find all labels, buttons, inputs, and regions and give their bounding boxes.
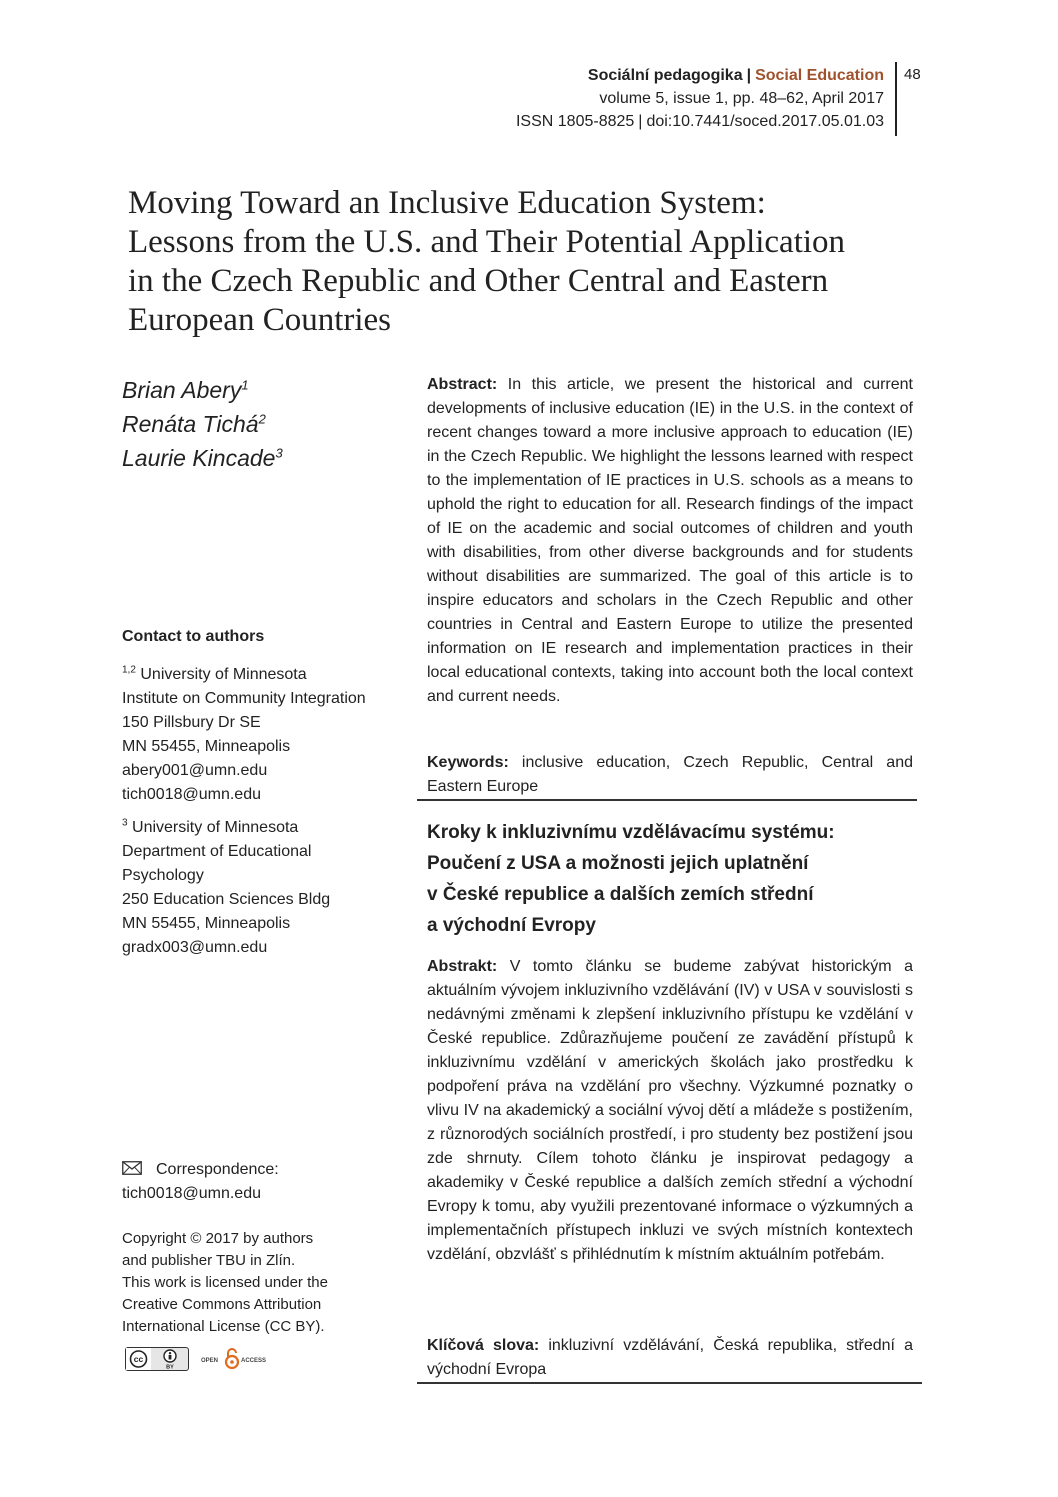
author [122, 373, 283, 407]
by-badge-text: BY [166, 1364, 174, 1370]
affiliation-mark: 1,2 [122, 664, 136, 676]
keywords-text: inclusive education, Czech Republic, Central and Eastern Europe [427, 754, 914, 795]
title-line: in the Czech Republic and Other Central and Eastern [128, 263, 829, 299]
correspondence [122, 1158, 412, 1206]
journal-name [588, 67, 884, 84]
journal-name-cz: Sociální pedagogika [587, 67, 743, 84]
author [122, 407, 283, 441]
contact-heading: Contact to authors [122, 628, 265, 645]
journal-name-en: Social Education [755, 67, 884, 84]
copyright-line: International License (CC BY). [122, 1318, 325, 1335]
open-access-lock-icon [226, 1349, 238, 1368]
keywords-en [427, 751, 913, 799]
author [122, 441, 283, 475]
journal-header [516, 64, 884, 133]
correspondence-email: tich0018@umn.edu [122, 1185, 261, 1202]
issn-doi-line [516, 110, 884, 133]
affiliation-university: University of Minnesota [132, 819, 299, 836]
keywords-cz-label: Klíčová slova: [427, 1337, 540, 1354]
access-label: ACCESS [241, 1358, 267, 1364]
doi: doi:10.7441/soced.2017.05.01.03 [646, 113, 884, 130]
title-line: Lessons from the U.S. and Their Potential Application [128, 224, 846, 260]
copyright-line: and publisher TBU in Zlín. [122, 1252, 296, 1269]
email: abery001@umn.edu [122, 762, 268, 779]
journal-separator: | [746, 67, 752, 84]
open-access-badge [201, 1347, 273, 1371]
author-name: Brian Abery [122, 377, 242, 403]
affiliation-line: Psychology [122, 867, 204, 884]
affiliation-line: MN 55455, Minneapolis [122, 915, 291, 932]
author-affiliation-mark: 1 [241, 377, 249, 393]
affiliation-1 [122, 663, 412, 807]
title-cz-line: v České republice a dalších zemích střední [427, 884, 814, 905]
cc-badge-text: cc [133, 1354, 144, 1365]
affiliation-university: University of Minnesota [140, 666, 307, 683]
open-label: OPEN [201, 1358, 219, 1364]
author-list [122, 373, 283, 475]
affiliation-line: MN 55455, Minneapolis [122, 738, 291, 755]
author-affiliation-mark: 3 [275, 445, 283, 461]
abstract-text: In this article, we present the historical and current developments of inclusive education (IE) in the U.S. in the context of recent changes toward a more inclusive approach to education (IE) in the Czech Republic. We highlight the lessons learned with respect to the implementation of IE practices in U.S. schools as a means to uphold the right to education for all. Research findings of the impact of IE on the academic and social outcomes of children and youth with disabilities, from other diverse backgrounds and for students without disabilities are summarized. The goal of this article is to inspire educators and scholars in the Czech Republic and other countries in Central and Eastern Europe to utilize the presented information on IE research and implementation practices in their local educational contexts, taking into account both the local context and current needs. [427, 376, 913, 705]
keywords-cz-text: inkluzivní vzdělávání, Česká republika, střední a východní Evropa [427, 1337, 913, 1378]
volume-line: volume 5, issue 1, pp. 48–62, April 2017 [599, 90, 884, 107]
affiliation-mark: 3 [122, 817, 128, 829]
title-cz-line: Poučení z USA a možnosti jejich uplatnění [427, 853, 809, 874]
author-name: Renáta Tichá [122, 411, 259, 437]
abstract-label: Abstract: [427, 376, 498, 393]
copyright-notice [122, 1228, 412, 1338]
envelope-icon [122, 1159, 142, 1173]
title-line: Moving Toward an Inclusive Education System: [128, 185, 766, 221]
title-cz-line: Kroky k inkluzivnímu vzdělávacímu systému: [427, 822, 835, 843]
section-divider [417, 799, 917, 801]
abstract-en [427, 373, 913, 709]
affiliation-line: Department of Educational [122, 843, 312, 860]
copyright-line: This work is licensed under the [122, 1274, 328, 1291]
copyright-line: Creative Commons Attribution [122, 1296, 322, 1313]
affiliation-2 [122, 816, 412, 960]
issn-separator: | [638, 113, 643, 130]
correspondence-label: Correspondence: [156, 1161, 279, 1178]
section-divider-bottom [417, 1382, 922, 1384]
email: gradx003@umn.edu [122, 939, 268, 956]
article-title-cz [427, 817, 913, 941]
journal-name-line [516, 64, 884, 87]
affiliation-line: 250 Education Sciences Bldg [122, 891, 331, 908]
email: tich0018@umn.edu [122, 786, 261, 803]
keywords-label: Keywords: [427, 754, 509, 771]
author-affiliation-mark: 2 [258, 411, 266, 427]
keywords-cz [427, 1334, 913, 1382]
abstract-cz-text: V tomto článku se budeme zabývat historickým a aktuálním vývojem inkluzivního vzdělávání (IV) v USA v souvislosti s nedávnými změnami k zlepšení inkluzivního přístupu ke vzdělání v České republice. Zdůrazňujeme poučení ze zavádění přístupů k inkluzivnímu vzdělání v amerických školách jako prostředku k podpoření práva na vzdělání pro všechny. Výzkumné poznatky o vlivu IV na akademický a sociální vývoj dětí a mládeže s postižením, z různorodých sociálních prostředí, i pro studenty bez postižení jsou zde shrnuty. Cílem tohoto článku je inspirovat pedagogy a akademiky v České republice a dalších zemích střední a východní Evropy k tomu, aby využili prezentované informace o výzkumných a implementačních přístupech inkluzi ve svých místních kontextech vzdělání, obzvlášť s přihlédnutím k místním aktuálním potřebám. [427, 958, 913, 1263]
abstract-cz-label: Abstrakt: [427, 958, 498, 975]
page-number: 48 [904, 66, 921, 83]
title-line: European Countries [128, 302, 392, 338]
article-title [128, 184, 918, 340]
affiliation-line: 150 Pillsbury Dr SE [122, 714, 261, 731]
correspondence-line [122, 1158, 412, 1182]
affiliation-line [122, 663, 412, 687]
cc-by-badge [125, 1347, 189, 1371]
copyright-line: Copyright © 2017 by authors [122, 1230, 314, 1247]
author-name: Laurie Kincade [122, 445, 276, 471]
abstract-cz [427, 955, 913, 1267]
header-vertical-rule [895, 62, 897, 136]
affiliation-line: Institute on Community Integration [122, 690, 366, 707]
affiliation-line [122, 816, 412, 840]
title-cz-line: a východní Evropy [427, 915, 596, 936]
issn: ISSN 1805-8825 [515, 113, 635, 130]
